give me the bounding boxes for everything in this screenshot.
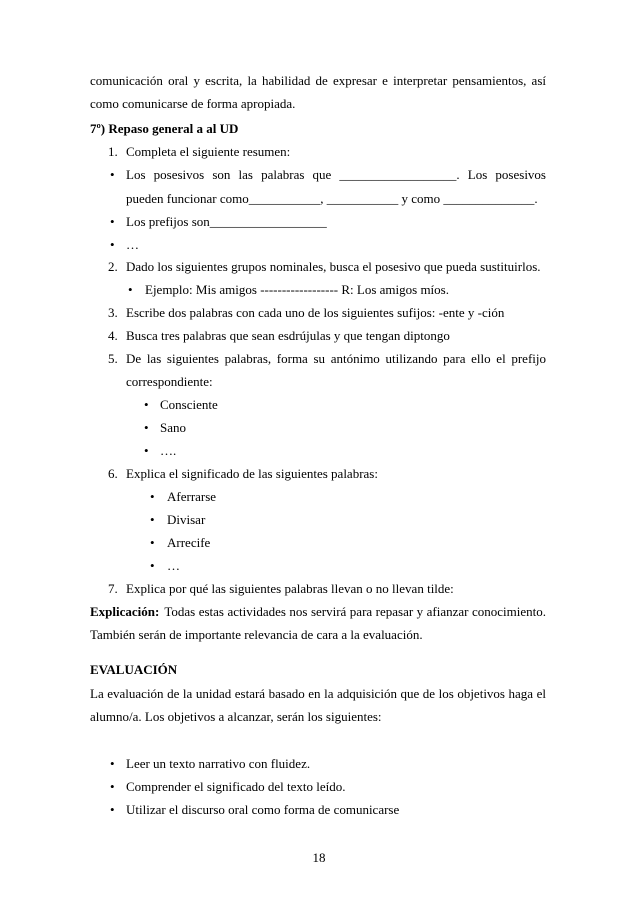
item-5-sub-1: Consciente [160,397,218,412]
bullet-2-text: Los prefijos son__________________ [126,214,327,229]
item-1-number: 1. [108,144,118,159]
item-6-number: 6. [108,466,118,481]
item-5-sub-3: …. [160,443,177,458]
item-6-sub-1: Aferrarse [167,489,217,504]
evaluacion-line-2: alumno/a. Los objetivos a alcanzar, serán los siguientes: [90,709,382,724]
item-7-number: 7. [108,581,118,596]
bullet-icon: • [110,167,115,182]
item-1-text: Completa el siguiente resumen: [126,144,291,159]
bullet-icon: • [150,512,155,527]
item-3-text: Escribe dos palabras con cada uno de los siguientes sufijos: -ente y -ción [126,305,505,320]
bullet-1-line-2: pueden funcionar como___________, ___________ y como ______________. [126,191,538,206]
bullet-icon: • [110,802,115,817]
page-number: 18 [312,850,326,865]
item-5-number: 5. [108,351,118,366]
intro-line-1: comunicación oral y escrita, la habilidad de expresar e interpretar pensamientos, así [90,73,546,88]
bullet-icon: • [150,558,155,573]
evaluacion-heading: EVALUACIÓN [90,662,178,677]
objective-3: Utilizar el discurso oral como forma de comunicarse [126,802,400,817]
objective-2: Comprender el significado del texto leído. [126,779,346,794]
item-6-text: Explica el significado de las siguientes palabras: [126,466,378,481]
item-3-number: 3. [108,305,118,320]
item-4-number: 4. [108,328,118,343]
objective-1: Leer un texto narrativo con fluidez. [126,756,311,771]
section-7-heading: 7º) Repaso general a al UD [90,121,239,136]
explicacion-text: Todas estas actividades nos servirá para repasar y afianzar conocimiento. [164,604,546,619]
explicacion-line-1 [90,604,546,620]
bullet-icon: • [150,535,155,550]
bullet-icon: • [110,214,115,229]
bullet-icon: • [128,282,133,297]
bullet-icon: • [150,489,155,504]
item-6-sub-3: Arrecife [167,535,211,550]
item-2-number: 2. [108,259,118,274]
item-7-text: Explica por qué las siguientes palabras llevan o no llevan tilde: [126,581,454,596]
item-2-text: Dado los siguientes grupos nominales, busca el posesivo que pueda sustituirlos. [126,259,541,274]
item-5-line-2: correspondiente: [126,374,213,389]
item-4-text: Busca tres palabras que sean esdrújulas y que tengan diptongo [126,328,450,343]
bullet-1-line-1: Los posesivos son las palabras que __________________. Los posesivos [126,167,546,182]
item-5-line-1: De las siguientes palabras, forma su antónimo utilizando para ello el prefijo [126,351,546,366]
bullet-icon: • [110,779,115,794]
evaluacion-line-1: La evaluación de la unidad estará basado en la adquisición que de los objetivos haga el [90,686,546,701]
bullet-icon: • [144,443,149,458]
bullet-icon: • [144,397,149,412]
explicacion-label: Explicación: [90,604,160,619]
item-2-example: Ejemplo: Mis amigos ------------------ R: Los amigos míos. [145,282,449,297]
item-5-sub-2: Sano [160,420,186,435]
intro-line-2: como comunicarse de forma apropiada. [90,96,296,111]
bullet-3-text: … [126,237,139,252]
explicacion-line-2: También serán de importante relevancia de cara a la evaluación. [90,627,423,642]
bullet-icon: • [110,756,115,771]
bullet-icon: • [144,420,149,435]
bullet-icon: • [110,237,115,252]
item-6-sub-2: Divisar [167,512,206,527]
item-6-sub-4: … [167,558,180,573]
